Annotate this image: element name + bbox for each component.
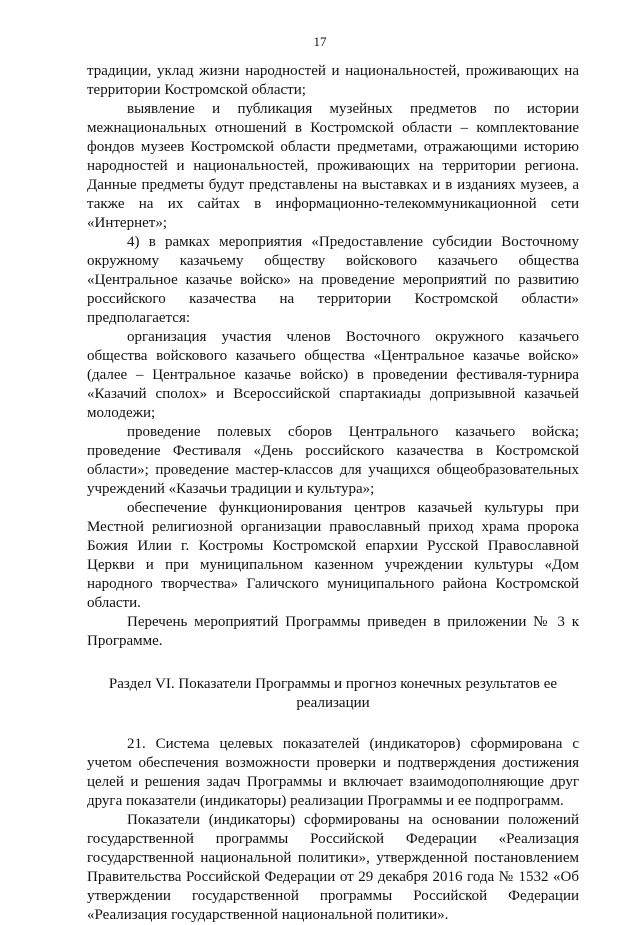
paragraph: Показатели (индикаторы) сформированы на основании положений государственной программы Российской Федерации «Реализация государственной национальной политики», утвержденной постановлением Правительства Российской Федерации от 29 декабря 2016 года № 1532 «Об утверждении государственной программы Российской Федерации «Реализация государственной национальной политики». [87,812,579,923]
paragraph: выявление и публикация музейных предметов по истории межнациональных отношений в Костромской области – комплектование фондов музеев Костромской области предметами, отражающими историю народностей и национальностей, проживающих на территории региона. Данные предметы будут представлены на выставках и в изданиях музеев, а также на их сайтах в информационно-телекоммуникационной сети «Интернет»; [87,101,579,231]
paragraph: 4) в рамках мероприятия «Предоставление субсидии Восточному окружному казачьему обществу войскового казачьего общества «Центральное казачье войско» на проведение мероприятий по развитию российского казачества на территории Костромской области» предполагается: [87,234,579,326]
paragraph: традиции, уклад жизни народностей и национальностей, проживающих на территории Костромской области; [87,63,579,98]
paragraph: организация участия членов Восточного окружного казачьего общества войскового казачьего общества «Центральное казачье войско» (далее – Центральное казачье войско) в проведении фестиваля-турнира «Казачий сполох» и Всероссийской спартакиады допризывной казачьей молодежи; [87,329,579,421]
section-spacer [87,713,579,735]
paragraph: 21. Система целевых показателей (индикаторов) сформирована с учетом обеспечения возможности проверки и подтверждения достижения целей и решения задач Программы и включает взаимодополняющие друг друга показатели (индикаторы) реализации Программы и ее подпрограмм. [87,736,579,809]
page-number: 17 [313,34,327,49]
document-body [87,62,579,925]
paragraph: проведение полевых сборов Центрального казачьего войска; проведение Фестиваля «День российского казачества в Костромской области»; проведение мастер-классов для учащихся общеобразовательных учреждений «Казачьи традиции и культура»; [87,424,579,497]
paragraph: Перечень мероприятий Программы приведен в приложении № 3 к Программе. [87,614,579,649]
paragraph: обеспечение функционирования центров казачьей культуры при Местной религиозной организации православный приход храма пророка Божия Илии г. Костромы Костромской епархии Русской Православной Церкви и при муниципальном казенном учреждении культуры «Дом народного творчества» Галичского муниципального района Костромской области. [87,500,579,611]
section-title: Раздел VI. Показатели Программы и прогноз конечных результатов ее реализации [108,676,558,711]
